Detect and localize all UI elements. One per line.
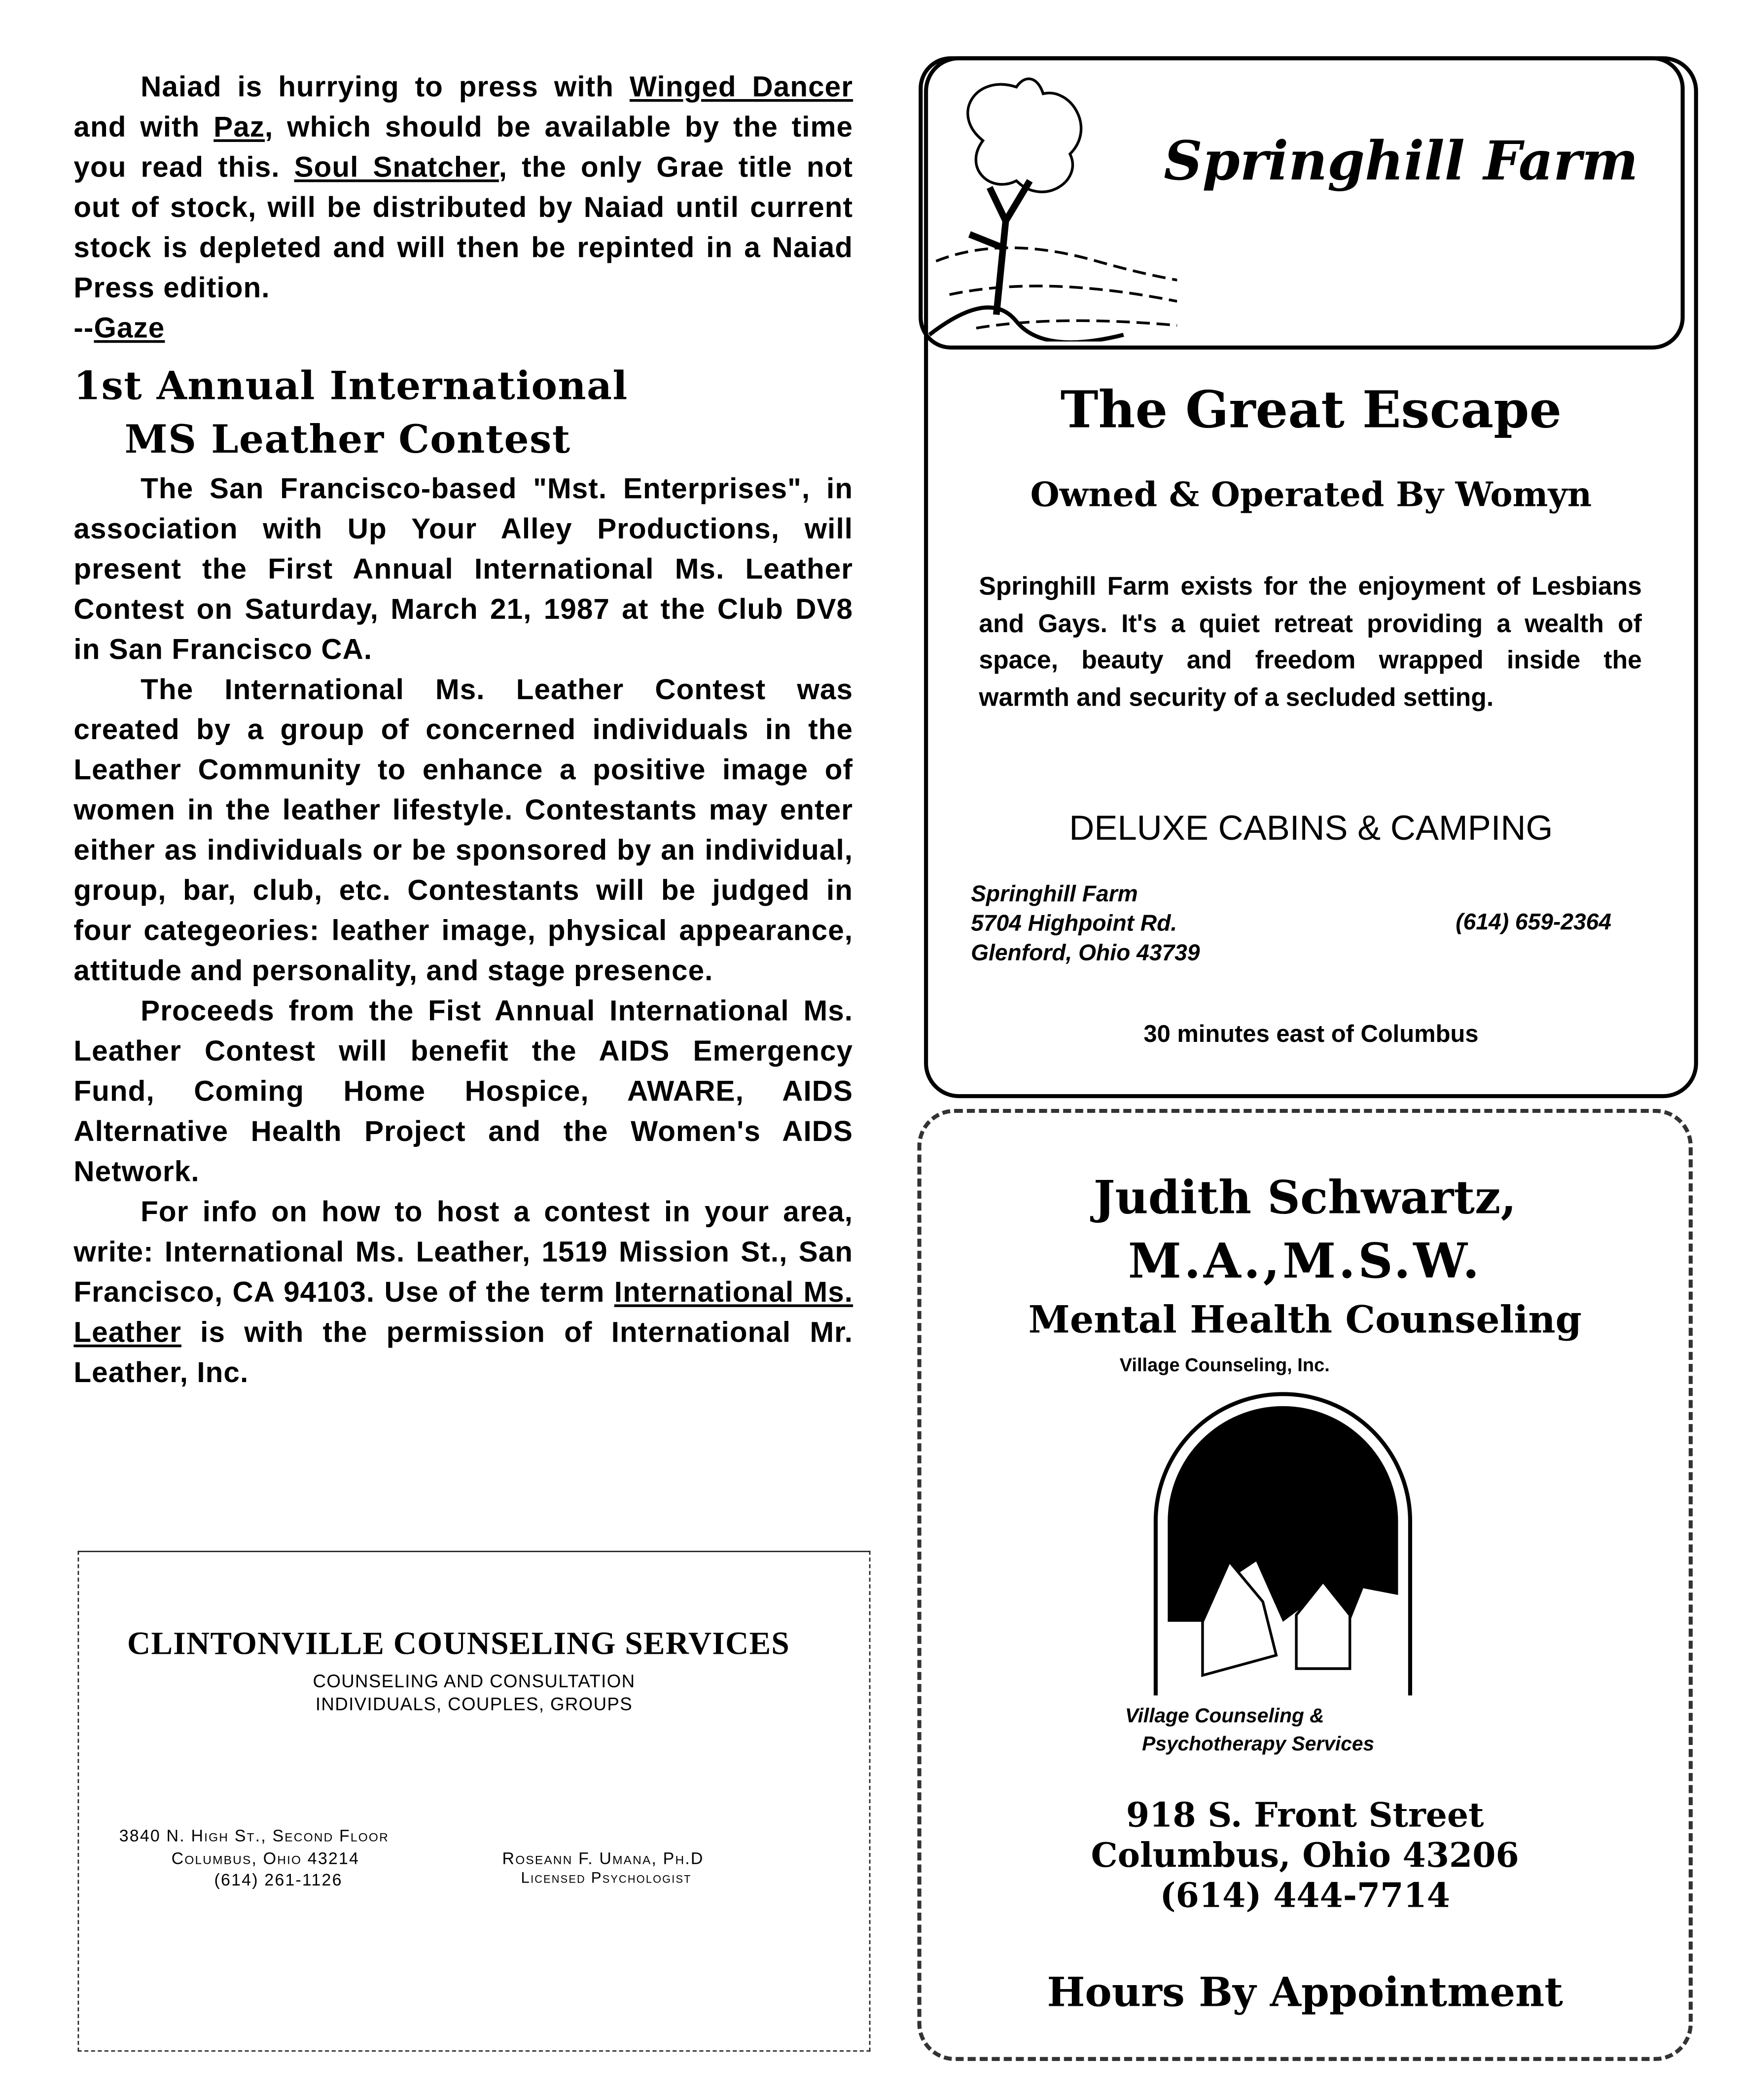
contest-paragraph-3: Proceeds from the Fist Annual International Ms. Leather Contest will benefit the AIDS Emergency Fund, Coming Home Hospice, AWARE, AIDS Alternative Health Project and the Women's AIDS Network. [73,995,853,1188]
address-line-3: Glenford, Ohio 43739 [971,940,1200,966]
text: For info on how to host a contest in your area, write: International Ms. Leather, 1519 Mission St., San Francisco, CA 94103. Use of the term [73,1196,853,1309]
book-title-paz: Paz [213,111,265,143]
clintonville-title: CLINTONVILLE COUNSELING SERVICES [127,1627,790,1662]
clintonville-sub2: INDIVIDUALS, COUPLES, GROUPS [315,1694,633,1714]
springhill-address [971,880,1200,968]
left-column [73,67,853,1393]
springhill-subtitle: Owned & Operated By Womyn [1030,475,1592,514]
naiad-paragraph [73,67,853,308]
judith-name: Judith Schwartz, [1093,1172,1517,1226]
caption-line-2: Psychotherapy Services [1142,1733,1375,1756]
book-title-soul-snatcher: Soul Snatcher [294,151,499,184]
contest-heading [73,359,853,466]
judith-logo-caption [841,1702,1608,1758]
clintonville-role: Licensed Psychologist [521,1871,692,1887]
judith-hours: Hours By Appointment [1047,1970,1563,2017]
springhill-amenities: DELUXE CABINS & CAMPING [1069,807,1553,848]
text: Naiad is hurrying to press with [141,71,630,104]
trademark-term: International Ms. Leather [73,1276,853,1349]
heading-line-1: 1st Annual International [73,363,628,409]
clintonville-city: Columbus, Ohio 43214 [171,1849,360,1868]
tree-landscape-illustration [923,60,1177,341]
springhill-title: The Great Escape [1060,379,1562,439]
contest-paragraph-4 [73,1192,853,1392]
address-line-2: 5704 Highpoint Rd. [971,910,1177,936]
heading-line-2: MS Leather Contest [124,416,571,463]
clintonville-name: Roseann F. Umana, Ph.D [502,1849,704,1868]
judith-degrees: M.A.,M.S.W. [1128,1233,1482,1290]
contest-paragraph-2: The International Ms. Leather Contest was created by a group of concerned individuals in the Leather Community to enhance a positive image of women in the leather lifestyle. Contestants may enter either as individuals or be sponsored by an individual, group, bar, club, etc. Contestants will be judged in four categeories: leather image, physical appearance, attitude and personality, and stage presence. [73,674,853,987]
springhill-ad [924,56,1698,1098]
clintonville-ad [78,1551,871,2052]
contest-paragraph-1: The San Francisco-based "Mst. Enterprises", in association with Up Your Alley Productions, will present the First Annual International Ms. Leather Contest on Saturday, March 21, 1987 at the Club DV8 in San Francisco CA. [73,472,853,666]
text: and with [73,111,214,143]
judith-schwartz-ad [917,1109,1693,2061]
clintonville-address: 3840 N. High St., Second Floor [119,1826,389,1846]
clintonville-sub1: COUNSELING AND CONSULTATION [313,1671,636,1692]
address-line-1: Springhill Farm [971,881,1138,907]
text: is with the permission of International Mr. Leather, Inc. [73,1316,853,1389]
judith-org: Village Counseling, Inc. [1119,1353,1330,1376]
springhill-location: 30 minutes east of Columbus [1143,1020,1479,1047]
judith-phone: (614) 444-7714 [1160,1876,1451,1915]
springhill-description: Springhill Farm exists for the enjoyment of Lesbians and Gays. It's a quiet retreat providing a wealth of space, beauty and freedom wrapped inside the warmth and security of a secluded setting. [979,573,1642,712]
judith-address [922,1796,1689,1916]
caption-line-1: Village Counseling & [1125,1705,1324,1728]
author-gaze: Gaze [94,312,165,345]
judith-street: 918 S. Front Street [1126,1796,1484,1835]
text: , the only Grae title not out of stock, will be distributed by Naiad until current stock is depleted and will then be repinted in a Naiad Press edition. [73,151,853,304]
springhill-logo-title: Springhill Farm [1164,130,1638,193]
text: , which should be available by the time you read this. [73,111,853,184]
judith-city: Columbus, Ohio 43206 [1091,1836,1519,1875]
springhill-logo-banner [919,56,1685,350]
judith-service: Mental Health Counseling [1028,1297,1582,1342]
book-title-winged-dancer: Winged Dancer [629,71,853,104]
clintonville-phone: (614) 261-1126 [214,1871,343,1890]
springhill-phone: (614) 659-2364 [1456,909,1612,935]
sig-prefix: -- [73,312,94,345]
signature [73,308,853,348]
village-counseling-logo [1149,1388,1417,1696]
